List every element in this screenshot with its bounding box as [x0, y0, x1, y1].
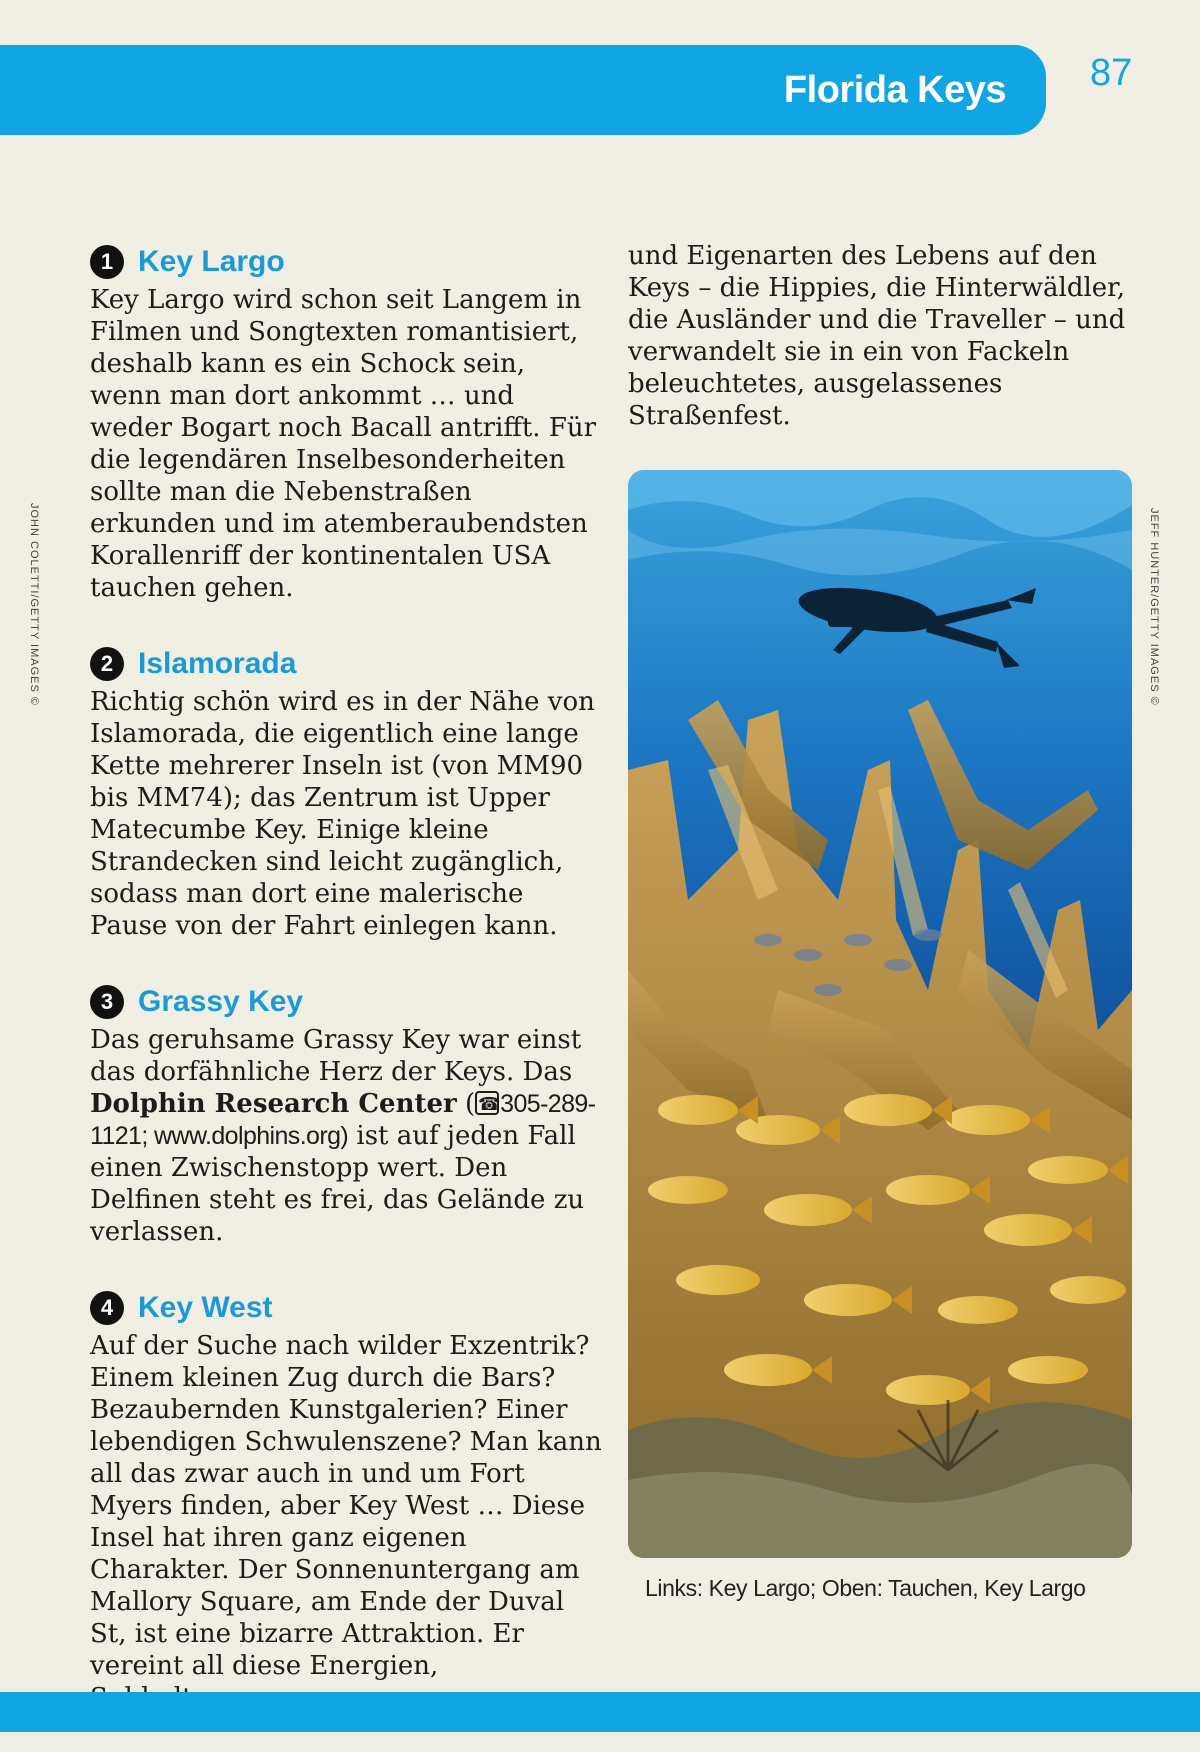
continuation-text: und Eigenarten des Lebens auf den Keys – die Hippies, die Hinterwäldler, die Ausländer und die Traveller – und verwandelt sie in ein von Fackeln beleuchtetes, ausgelassenes Straßenfest. — [628, 241, 1126, 431]
section-heading — [90, 240, 602, 284]
section-title: Key Largo — [138, 245, 285, 278]
section-heading — [90, 980, 602, 1024]
number-badge-icon: 4 — [90, 1291, 124, 1325]
footer-bar — [0, 1692, 1200, 1732]
section-text: Key Largo wird schon seit Langem in Filmen und Songtexten romantisiert, deshalb kann es ein Schock sein, wenn man dort ankommt … und weder Bogart noch Bacall antrifft. Für die legendären Inselbesonderheiten sollte man die Nebenstraßen erkunden und im atemberaubendsten Korallenriff der kontinentalen USA tauchen gehen. — [90, 285, 597, 603]
left-column — [90, 240, 602, 1752]
page-number: 87 — [1090, 52, 1133, 94]
section-key-largo — [90, 240, 602, 604]
photo-caption: Links: Key Largo; Oben: Tauchen, Key Largo — [645, 1575, 1086, 1601]
text-intro: Das geruhsame Grassy Key war einst das dorfähnliche Herz der Keys. Das — [90, 1025, 582, 1087]
section-heading — [90, 1286, 602, 1330]
header-banner — [0, 45, 1046, 135]
chapter-title: Florida Keys — [783, 69, 1006, 111]
section-title: Grassy Key — [138, 985, 304, 1018]
section-text — [90, 1024, 602, 1248]
section-heading — [90, 642, 602, 686]
photo-credit-right: JEFF HUNTER/GETTY IMAGES © — [1148, 508, 1160, 706]
photo-credit-left: JOHN COLETTI/GETTY IMAGES © — [28, 503, 40, 706]
contact-info: 305-289-1121; www.dolphins.org) — [90, 1090, 596, 1150]
dolphin-research-center-name: Dolphin Research Center — [90, 1089, 457, 1119]
section-islamorada — [90, 642, 602, 942]
section-grassy-key — [90, 980, 602, 1248]
right-column — [628, 240, 1133, 432]
number-badge-icon: 1 — [90, 245, 124, 279]
section-title: Islamorada — [138, 647, 297, 680]
number-badge-icon: 3 — [90, 985, 124, 1019]
section-key-west — [90, 1286, 602, 1714]
section-title: Key West — [138, 1291, 273, 1324]
section-text: Auf der Suche nach wilder Exzentrik? Einem kleinen Zug durch die Bars? Bezaubernden Kunstgalerien? Einer lebendigen Schwulenszene? Man kann all das zwar auch in und um Fort Myers finden, aber Key West … Diese Insel hat ihren ganz eigenen Charakter. Der Sonnenuntergang am Mallory Square, am Ende der Duval St, ist eine bizarre Attraktion. Er vereint all diese Energien, — [90, 1331, 602, 1681]
number-badge-icon: 2 — [90, 647, 124, 681]
reef-photo — [628, 470, 1132, 1558]
contact-paren: ( — [456, 1089, 476, 1119]
text-outro: ist auf jeden Fall einen Zwischenstopp wert. Den Delfinen steht es frei, das Gelände zu verlassen. — [90, 1121, 585, 1247]
phone-icon — [475, 1091, 499, 1115]
section-text: Richtig schön wird es in der Nähe von Islamorada, die eigentlich eine lange Kette mehrerer Inseln ist (von MM90 bis MM74); das Zentrum ist Upper Matecumbe Key. Einige kleine Strandecken sind leicht zugänglich, sodass man dort eine malerische Pause von der Fahrt einlegen kann. — [90, 687, 595, 941]
